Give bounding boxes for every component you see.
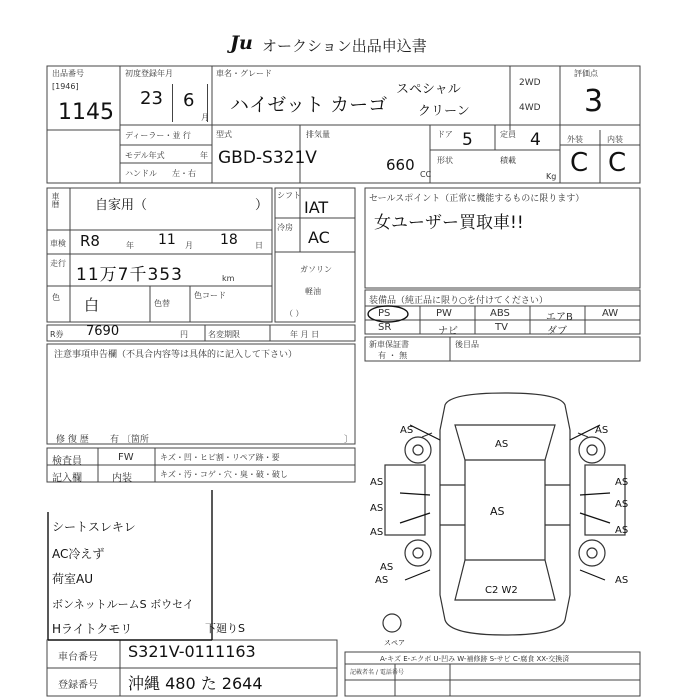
- equip-sr: SR: [378, 322, 392, 333]
- load-unit: Kg: [546, 172, 557, 181]
- later-label: 後目品: [455, 340, 479, 349]
- history-value: 自家用（: [95, 198, 148, 213]
- shift-label: シフト: [277, 191, 301, 200]
- equip-tv: TV: [495, 322, 508, 333]
- ac-label: 冷房: [277, 223, 293, 232]
- record-label: 記入欄: [52, 473, 82, 484]
- note-line-5: Hライトクモリ: [52, 622, 133, 636]
- note-line-1: シートスレキレ: [52, 520, 136, 534]
- repair-value: 有 〔箇所: [110, 435, 149, 445]
- ac-value: AC: [308, 228, 330, 247]
- notes-label: 注意事項申告欄（不具合内容等は具体的に記入して下さい）: [54, 350, 298, 360]
- header-logo: Ju: [230, 32, 253, 54]
- side-note: 下廻りS: [205, 622, 245, 635]
- inspect-day: 18: [220, 232, 238, 248]
- color-change-label: 色替: [154, 299, 170, 308]
- first-reg-year: 23: [140, 88, 163, 109]
- doors-label: ドア: [437, 130, 453, 139]
- handle-label: ハンドル: [125, 169, 157, 178]
- type-value: GBD-S321V: [218, 148, 317, 168]
- chassis-value: S321V-0111163: [128, 642, 256, 661]
- equip-aw: AW: [602, 308, 619, 319]
- model-year-label: モデル年式: [125, 151, 165, 160]
- grade-score-label: 評価点: [574, 69, 598, 78]
- color-value: 白: [84, 296, 100, 314]
- ext-label: 外装: [567, 135, 583, 144]
- repair-label: 修 復 歴: [56, 435, 89, 445]
- grade-score: 3: [584, 84, 604, 119]
- sales-label: セールスポイント（正常に機能するものに限ります）: [369, 194, 585, 204]
- ext-value: C: [570, 148, 589, 178]
- history-label: 車暦: [51, 192, 60, 208]
- equip-pw: PW: [436, 308, 452, 319]
- recycle-unit: 円: [180, 330, 188, 339]
- first-reg-month: 6: [183, 90, 195, 111]
- fuel-alt: 軽油: [305, 287, 321, 296]
- repair-close: 〕: [344, 435, 354, 445]
- damage-mark: AS: [615, 575, 629, 586]
- mileage-value: 11万7千353: [76, 265, 183, 285]
- shape-label: 形状: [437, 156, 453, 165]
- plate-value: 沖縄 480 た 2644: [128, 674, 263, 693]
- month-unit: 月: [201, 113, 209, 122]
- prev-suffix: 年 月 日: [290, 330, 320, 339]
- equip-abs: ABS: [490, 308, 510, 319]
- color-code-label: 色コード: [194, 291, 226, 300]
- mileage-unit: km: [222, 274, 235, 283]
- grade-line-1: スペシャル: [396, 82, 461, 97]
- model-year-suffix: 年: [200, 151, 208, 160]
- damage-mark: AS: [595, 425, 609, 436]
- displacement-label: 排気量: [306, 130, 330, 139]
- damage-mark: AS: [615, 525, 629, 536]
- int-value: C: [608, 148, 627, 178]
- inspect-year-unit: 年: [126, 241, 134, 250]
- handle-value: 左・右: [172, 169, 196, 178]
- displacement-unit: CC: [420, 170, 432, 179]
- prev-label: 名変期限: [208, 330, 240, 339]
- note-line-3: 荷室AU: [52, 572, 93, 586]
- sales-value: 女ユーザー買取車!!: [374, 213, 524, 233]
- lot-number: 1145: [58, 100, 114, 125]
- inspect-label: 車検: [50, 239, 66, 248]
- int-items: キズ・汚・コゲ・穴・臭・破・破し: [160, 470, 288, 479]
- damage-mark: AS: [375, 575, 389, 586]
- equip-ps: PS: [378, 308, 391, 319]
- plate-label: 登録番号: [58, 680, 98, 691]
- dealer-label: ディーラー・並 行: [125, 131, 191, 140]
- recycle-label: R券: [50, 330, 64, 339]
- chassis-label: 車台番号: [58, 652, 98, 663]
- int-label: 内装: [607, 135, 623, 144]
- grade-line-2: クリーン: [418, 104, 470, 119]
- inspect-day-unit: 日: [255, 241, 263, 250]
- equip-navi: ナビ: [438, 326, 458, 337]
- lot-small: [1946]: [52, 82, 79, 91]
- damage-mark: AS: [615, 499, 629, 510]
- damage-mark: AS: [370, 503, 384, 514]
- center-mark: AS: [490, 505, 505, 518]
- legend-text-2: 記載者名 / 電話番号: [350, 669, 404, 676]
- newcar-label: 新車保証書: [369, 340, 409, 349]
- inspector-label: 検査員: [52, 456, 82, 467]
- car-name: ハイゼット カーゴ: [230, 94, 388, 116]
- int-inspect-label: 内装: [112, 473, 132, 484]
- lot-label: 出品番号: [52, 69, 84, 78]
- damage-mark: AS: [615, 477, 629, 488]
- car-damage-diagram: [370, 385, 640, 650]
- type-label: 型式: [216, 130, 232, 139]
- mileage-label: 走行: [50, 259, 66, 268]
- drive-2wd: 2WD: [519, 78, 541, 88]
- legend-text: A-キズ E-エクボ U-凹み W-補修跡 S-サビ C-腐食 XX-交換済: [380, 655, 570, 663]
- shift-value: IAT: [304, 198, 329, 217]
- car-name-label: 車名・グレード: [216, 69, 272, 78]
- first-reg-label: 初度登録年月: [125, 69, 173, 78]
- fuel-paren: （ ）: [285, 309, 304, 318]
- inspect-month: 11: [158, 232, 176, 248]
- color-label: 色: [52, 293, 60, 302]
- displacement-value: 660: [386, 156, 415, 174]
- inspect-month-unit: 月: [185, 241, 193, 250]
- inspect-era: R8: [80, 232, 100, 250]
- capacity-label: 定員: [500, 130, 516, 139]
- ps-circle-mark: [366, 304, 414, 324]
- recycle-value: 7690: [86, 324, 120, 339]
- equip-airbag: エアB: [546, 312, 573, 323]
- damage-mark: AS: [370, 527, 384, 538]
- drive-4wd: 4WD: [519, 103, 541, 113]
- rear-mark: C2 W2: [485, 585, 518, 596]
- fw-label: FW: [118, 452, 134, 463]
- fuel-label: ガソリン: [300, 265, 332, 274]
- damage-mark: AS: [495, 439, 509, 450]
- equip-label: 装備品（純正品に限り○を付けてください）: [369, 296, 548, 306]
- capacity-value: 4: [530, 130, 541, 150]
- newcar-value: 有 ・ 無: [378, 351, 408, 360]
- load-label: 積載: [500, 156, 516, 165]
- history-close: ）: [255, 198, 269, 213]
- equip-dub: ダブ: [547, 326, 567, 337]
- damage-mark: AS: [380, 562, 394, 573]
- spare-label: スペア: [384, 639, 405, 647]
- fw-items: キズ・凹・ヒビ割・リペア跡・要: [160, 453, 280, 462]
- damage-mark: AS: [400, 425, 414, 436]
- damage-mark: AS: [370, 477, 384, 488]
- note-line-2: AC冷えず: [52, 547, 105, 561]
- doors-value: 5: [462, 130, 473, 150]
- form-title: オークション出品申込書: [262, 37, 427, 55]
- note-line-4: ボンネットルームS ボウセイ: [52, 598, 194, 611]
